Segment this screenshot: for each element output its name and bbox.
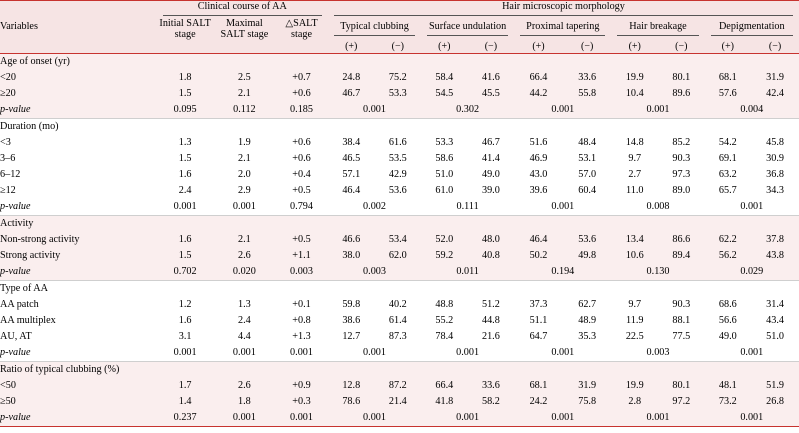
header-divider xyxy=(520,35,605,36)
pvalue-row xyxy=(0,410,799,427)
header-clinical-course xyxy=(157,1,328,18)
data-cell: 46.9 xyxy=(514,151,563,167)
pvalue-cell: 0.029 xyxy=(705,264,799,281)
section-title-row xyxy=(0,280,799,297)
pvalue-cell: 0.001 xyxy=(328,410,421,427)
data-cell: 44.2 xyxy=(514,86,563,102)
pvalue-cell: 0.185 xyxy=(275,102,328,119)
header-divider xyxy=(427,35,508,36)
header-divider xyxy=(711,35,793,36)
row-label: <3 xyxy=(0,135,157,151)
data-cell: 40.2 xyxy=(375,297,422,313)
data-cell: 46.6 xyxy=(328,232,375,248)
pvalue-cell: 0.001 xyxy=(214,345,275,362)
header-delta-salt: △SALT stage xyxy=(275,18,328,41)
header-undulation-minus: (−) xyxy=(468,41,515,53)
data-cell: 1.3 xyxy=(157,135,214,151)
data-cell: 53.4 xyxy=(375,232,422,248)
data-cell: 46.5 xyxy=(328,151,375,167)
data-cell: 1.5 xyxy=(157,151,214,167)
data-cell: 63.2 xyxy=(705,167,752,183)
row-label: <50 xyxy=(0,378,157,394)
pvalue-cell: 0.001 xyxy=(421,410,514,427)
data-cell: 69.1 xyxy=(705,151,752,167)
data-cell: 53.6 xyxy=(375,183,422,199)
data-cell: 42.4 xyxy=(751,86,799,102)
header-typical-clubbing xyxy=(328,18,421,41)
data-cell: 38.6 xyxy=(328,313,375,329)
header-surface-undulation-label: Surface undulation xyxy=(428,21,507,33)
data-cell: 54.2 xyxy=(705,135,752,151)
data-cell: +0.9 xyxy=(275,378,328,394)
data-cell: 66.4 xyxy=(421,378,468,394)
data-cell: 9.7 xyxy=(611,297,658,313)
table-row xyxy=(0,394,799,410)
data-cell: 11.0 xyxy=(611,183,658,199)
data-cell: 64.7 xyxy=(514,329,563,345)
header-depigmentation xyxy=(705,18,799,41)
data-cell: +0.7 xyxy=(275,70,328,86)
pvalue-cell: 0.001 xyxy=(705,410,799,427)
header-divider xyxy=(334,15,793,16)
data-cell: 19.9 xyxy=(611,70,658,86)
section-title: Age of onset (yr) xyxy=(0,53,799,70)
table-row xyxy=(0,183,799,199)
data-cell: 41.8 xyxy=(421,394,468,410)
data-cell: 80.1 xyxy=(658,70,705,86)
header-breakage-plus: (+) xyxy=(611,41,658,53)
row-label: ≥12 xyxy=(0,183,157,199)
data-cell: 62.2 xyxy=(705,232,752,248)
data-cell: 58.4 xyxy=(421,70,468,86)
data-cell: 10.4 xyxy=(611,86,658,102)
data-cell: 1.5 xyxy=(157,86,214,102)
data-cell: 88.1 xyxy=(658,313,705,329)
row-label: p-value xyxy=(0,264,157,281)
data-cell: 2.4 xyxy=(157,183,214,199)
data-cell: 68.1 xyxy=(705,70,752,86)
header-hair-breakage xyxy=(611,18,704,41)
data-cell: 61.4 xyxy=(375,313,422,329)
section-title: Duration (mo) xyxy=(0,118,799,135)
data-cell: 57.0 xyxy=(563,167,612,183)
data-cell: 46.4 xyxy=(514,232,563,248)
row-label: ≥20 xyxy=(0,86,157,102)
header-depigmentation-label: Depigmentation xyxy=(718,21,785,33)
data-cell: 89.4 xyxy=(658,248,705,264)
pvalue-cell: 0.001 xyxy=(514,102,611,119)
pvalue-row xyxy=(0,264,799,281)
data-cell: 2.0 xyxy=(214,167,275,183)
data-cell: +0.3 xyxy=(275,394,328,410)
data-cell: 89.0 xyxy=(658,183,705,199)
data-cell: 48.9 xyxy=(563,313,612,329)
header-initial-salt: Initial SALT stage xyxy=(157,18,214,41)
data-cell: 1.7 xyxy=(157,378,214,394)
pvalue-cell: 0.302 xyxy=(421,102,514,119)
data-cell: 62.0 xyxy=(375,248,422,264)
data-cell: 31.9 xyxy=(563,378,612,394)
header-clinical-course-label: Clinical course of AA xyxy=(197,1,287,12)
data-cell: 24.2 xyxy=(514,394,563,410)
pvalue-cell: 0.001 xyxy=(611,410,704,427)
data-cell: 21.6 xyxy=(468,329,515,345)
row-label: 6–12 xyxy=(0,167,157,183)
section-title-row xyxy=(0,215,799,232)
data-cell: 2.1 xyxy=(214,151,275,167)
data-cell: 22.5 xyxy=(611,329,658,345)
pvalue-cell: 0.001 xyxy=(328,102,421,119)
data-cell: 87.2 xyxy=(375,378,422,394)
data-cell: +0.6 xyxy=(275,86,328,102)
data-cell: 36.8 xyxy=(751,167,799,183)
data-cell: 51.0 xyxy=(421,167,468,183)
row-label: 3–6 xyxy=(0,151,157,167)
header-spacer xyxy=(157,41,214,53)
data-cell: 31.9 xyxy=(751,70,799,86)
data-cell: 62.7 xyxy=(563,297,612,313)
data-cell: 86.6 xyxy=(658,232,705,248)
pvalue-cell: 0.794 xyxy=(275,199,328,216)
data-cell: 61.6 xyxy=(375,135,422,151)
row-label: AA patch xyxy=(0,297,157,313)
data-cell: 41.6 xyxy=(468,70,515,86)
pvalue-cell: 0.003 xyxy=(611,345,704,362)
data-cell: +1.3 xyxy=(275,329,328,345)
pvalue-cell: 0.237 xyxy=(157,410,214,427)
data-cell: 38.4 xyxy=(328,135,375,151)
header-variables: Variables xyxy=(0,1,157,54)
data-cell: 48.1 xyxy=(705,378,752,394)
data-cell: 43.4 xyxy=(751,313,799,329)
pvalue-cell: 0.130 xyxy=(611,264,704,281)
header-undulation-plus: (+) xyxy=(421,41,468,53)
pvalue-cell: 0.001 xyxy=(275,345,328,362)
data-cell: +0.5 xyxy=(275,232,328,248)
row-label: ≥50 xyxy=(0,394,157,410)
data-cell: 2.1 xyxy=(214,86,275,102)
pvalue-cell: 0.004 xyxy=(705,102,799,119)
data-cell: 3.1 xyxy=(157,329,214,345)
header-divider xyxy=(617,35,698,36)
data-cell: 1.8 xyxy=(214,394,275,410)
header-clubbing-minus: (−) xyxy=(375,41,422,53)
data-cell: 60.4 xyxy=(563,183,612,199)
data-cell: 38.0 xyxy=(328,248,375,264)
data-cell: 78.4 xyxy=(421,329,468,345)
data-cell: +0.5 xyxy=(275,183,328,199)
data-cell: 68.1 xyxy=(514,378,563,394)
pvalue-cell: 0.001 xyxy=(705,199,799,216)
data-cell: 13.4 xyxy=(611,232,658,248)
header-maximal-salt: Maximal SALT stage xyxy=(214,18,275,41)
data-cell: +0.6 xyxy=(275,151,328,167)
data-cell: 1.2 xyxy=(157,297,214,313)
header-tapering-plus: (+) xyxy=(514,41,563,53)
data-cell: 19.9 xyxy=(611,378,658,394)
data-cell: 2.7 xyxy=(611,167,658,183)
header-spacer xyxy=(214,41,275,53)
pvalue-cell: 0.001 xyxy=(157,345,214,362)
data-cell: 9.7 xyxy=(611,151,658,167)
data-cell: 33.6 xyxy=(563,70,612,86)
table-row xyxy=(0,151,799,167)
data-cell: 53.1 xyxy=(563,151,612,167)
data-cell: 53.5 xyxy=(375,151,422,167)
data-cell: 97.3 xyxy=(658,167,705,183)
table-row xyxy=(0,329,799,345)
row-label: p-value xyxy=(0,102,157,119)
header-surface-undulation xyxy=(421,18,514,41)
data-cell: 11.9 xyxy=(611,313,658,329)
data-cell: 78.6 xyxy=(328,394,375,410)
data-cell: 1.5 xyxy=(157,248,214,264)
data-cell: 12.7 xyxy=(328,329,375,345)
data-cell: 53.3 xyxy=(375,86,422,102)
data-cell: +0.8 xyxy=(275,313,328,329)
data-cell: 46.7 xyxy=(468,135,515,151)
pvalue-cell: 0.001 xyxy=(157,199,214,216)
table-row xyxy=(0,313,799,329)
data-cell: 2.4 xyxy=(214,313,275,329)
data-cell: 1.6 xyxy=(157,232,214,248)
data-cell: 49.0 xyxy=(468,167,515,183)
data-cell: 46.7 xyxy=(328,86,375,102)
header-proximal-tapering-label: Proximal tapering xyxy=(526,21,600,33)
row-label: Strong activity xyxy=(0,248,157,264)
data-cell: 2.6 xyxy=(214,248,275,264)
pvalue-cell: 0.111 xyxy=(421,199,514,216)
data-cell: 48.8 xyxy=(421,297,468,313)
data-cell: 57.6 xyxy=(705,86,752,102)
data-cell: 48.0 xyxy=(468,232,515,248)
data-cell: 50.2 xyxy=(514,248,563,264)
data-cell: 48.4 xyxy=(563,135,612,151)
data-cell: 39.6 xyxy=(514,183,563,199)
pvalue-cell: 0.001 xyxy=(275,410,328,427)
pvalue-cell: 0.002 xyxy=(328,199,421,216)
data-cell: 53.6 xyxy=(563,232,612,248)
row-label: <20 xyxy=(0,70,157,86)
data-cell: 56.6 xyxy=(705,313,752,329)
pvalue-row xyxy=(0,102,799,119)
data-cell: 2.9 xyxy=(214,183,275,199)
pvalue-cell: 0.020 xyxy=(214,264,275,281)
data-cell: 56.2 xyxy=(705,248,752,264)
section-title-row xyxy=(0,53,799,70)
data-cell: 57.1 xyxy=(328,167,375,183)
data-cell: 24.8 xyxy=(328,70,375,86)
data-cell: 12.8 xyxy=(328,378,375,394)
row-label: p-value xyxy=(0,410,157,427)
data-cell: 1.8 xyxy=(157,70,214,86)
data-cell: 61.0 xyxy=(421,183,468,199)
data-cell: 46.4 xyxy=(328,183,375,199)
data-cell: 44.8 xyxy=(468,313,515,329)
data-cell: +1.1 xyxy=(275,248,328,264)
header-hair-breakage-label: Hair breakage xyxy=(629,21,687,33)
table-row xyxy=(0,135,799,151)
data-cell: 30.9 xyxy=(751,151,799,167)
data-cell: 59.8 xyxy=(328,297,375,313)
row-label: AU, AT xyxy=(0,329,157,345)
header-hair-morphology xyxy=(328,1,799,18)
section-title-row xyxy=(0,361,799,378)
header-tapering-minus: (−) xyxy=(563,41,612,53)
pvalue-row xyxy=(0,199,799,216)
row-label: Non-strong activity xyxy=(0,232,157,248)
data-cell: 1.4 xyxy=(157,394,214,410)
data-cell: 1.6 xyxy=(157,167,214,183)
data-cell: 58.2 xyxy=(468,394,515,410)
data-cell: 40.8 xyxy=(468,248,515,264)
table-row xyxy=(0,167,799,183)
pvalue-cell: 0.702 xyxy=(157,264,214,281)
data-cell: 90.3 xyxy=(658,297,705,313)
data-cell: 49.8 xyxy=(563,248,612,264)
header-divider xyxy=(334,35,415,36)
data-cell: 54.5 xyxy=(421,86,468,102)
data-cell: 53.3 xyxy=(421,135,468,151)
pvalue-cell: 0.001 xyxy=(328,345,421,362)
data-cell: 51.6 xyxy=(514,135,563,151)
data-cell: 89.6 xyxy=(658,86,705,102)
section-title: Ratio of typical clubbing (%) xyxy=(0,361,799,378)
header-depigmentation-plus: (+) xyxy=(705,41,752,53)
data-cell: 35.3 xyxy=(563,329,612,345)
data-cell: 85.2 xyxy=(658,135,705,151)
data-cell: 1.6 xyxy=(157,313,214,329)
data-cell: 2.5 xyxy=(214,70,275,86)
pvalue-cell: 0.112 xyxy=(214,102,275,119)
pvalue-cell: 0.003 xyxy=(275,264,328,281)
pvalue-row xyxy=(0,345,799,362)
table-row xyxy=(0,86,799,102)
data-cell: 43.8 xyxy=(751,248,799,264)
section-title-row xyxy=(0,118,799,135)
table-header xyxy=(0,1,799,54)
data-cell: 97.2 xyxy=(658,394,705,410)
data-cell: 52.0 xyxy=(421,232,468,248)
pvalue-cell: 0.095 xyxy=(157,102,214,119)
data-cell: +0.4 xyxy=(275,167,328,183)
data-cell: 51.1 xyxy=(514,313,563,329)
table-row xyxy=(0,248,799,264)
data-cell: 51.9 xyxy=(751,378,799,394)
header-row-groups xyxy=(0,1,799,18)
pvalue-cell: 0.008 xyxy=(611,199,704,216)
data-cell: 45.8 xyxy=(751,135,799,151)
table-row xyxy=(0,378,799,394)
pvalue-cell: 0.001 xyxy=(705,345,799,362)
header-divider xyxy=(163,15,322,16)
data-cell: 90.3 xyxy=(658,151,705,167)
pvalue-cell: 0.001 xyxy=(514,345,611,362)
data-cell: 14.8 xyxy=(611,135,658,151)
data-cell: 65.7 xyxy=(705,183,752,199)
section-title: Activity xyxy=(0,215,799,232)
table-row xyxy=(0,232,799,248)
table-body xyxy=(0,53,799,426)
data-cell: 39.0 xyxy=(468,183,515,199)
data-cell: 59.2 xyxy=(421,248,468,264)
row-label: p-value xyxy=(0,199,157,216)
data-cell: 66.4 xyxy=(514,70,563,86)
section-title: Type of AA xyxy=(0,280,799,297)
table-row xyxy=(0,297,799,313)
data-cell: 87.3 xyxy=(375,329,422,345)
header-typical-clubbing-label: Typical clubbing xyxy=(340,21,409,33)
pvalue-cell: 0.001 xyxy=(611,102,704,119)
data-cell: 34.3 xyxy=(751,183,799,199)
data-cell: 1.9 xyxy=(214,135,275,151)
pvalue-cell: 0.001 xyxy=(514,199,611,216)
data-cell: 33.6 xyxy=(468,378,515,394)
pvalue-cell: 0.003 xyxy=(328,264,421,281)
table-row xyxy=(0,70,799,86)
data-cell: 43.0 xyxy=(514,167,563,183)
row-label: AA multiplex xyxy=(0,313,157,329)
data-cell: 75.2 xyxy=(375,70,422,86)
data-cell: 55.8 xyxy=(563,86,612,102)
header-proximal-tapering xyxy=(514,18,611,41)
data-cell: 73.2 xyxy=(705,394,752,410)
data-cell: 51.0 xyxy=(751,329,799,345)
data-cell: 4.4 xyxy=(214,329,275,345)
header-hair-morphology-label: Hair microscopic morphology xyxy=(502,1,625,12)
header-spacer xyxy=(275,41,328,53)
data-cell: 37.8 xyxy=(751,232,799,248)
data-cell: 2.1 xyxy=(214,232,275,248)
header-clubbing-plus: (+) xyxy=(328,41,375,53)
data-cell: 75.8 xyxy=(563,394,612,410)
data-cell: 26.8 xyxy=(751,394,799,410)
header-breakage-minus: (−) xyxy=(658,41,705,53)
data-cell: 58.6 xyxy=(421,151,468,167)
pvalue-cell: 0.001 xyxy=(421,345,514,362)
data-cell: 42.9 xyxy=(375,167,422,183)
data-cell: +0.1 xyxy=(275,297,328,313)
data-cell: +0.6 xyxy=(275,135,328,151)
data-cell: 21.4 xyxy=(375,394,422,410)
pvalue-cell: 0.011 xyxy=(421,264,514,281)
data-cell: 41.4 xyxy=(468,151,515,167)
data-cell: 55.2 xyxy=(421,313,468,329)
data-cell: 37.3 xyxy=(514,297,563,313)
pvalue-cell: 0.001 xyxy=(214,199,275,216)
data-cell: 49.0 xyxy=(705,329,752,345)
data-cell: 10.6 xyxy=(611,248,658,264)
data-cell: 1.3 xyxy=(214,297,275,313)
data-cell: 2.8 xyxy=(611,394,658,410)
data-cell: 77.5 xyxy=(658,329,705,345)
pvalue-cell: 0.001 xyxy=(214,410,275,427)
pvalue-cell: 0.194 xyxy=(514,264,611,281)
data-cell: 51.2 xyxy=(468,297,515,313)
data-cell: 45.5 xyxy=(468,86,515,102)
row-label: p-value xyxy=(0,345,157,362)
data-cell: 68.6 xyxy=(705,297,752,313)
data-cell: 80.1 xyxy=(658,378,705,394)
data-cell: 2.6 xyxy=(214,378,275,394)
data-cell: 31.4 xyxy=(751,297,799,313)
pvalue-cell: 0.001 xyxy=(514,410,611,427)
header-depigmentation-minus: (−) xyxy=(751,41,799,53)
